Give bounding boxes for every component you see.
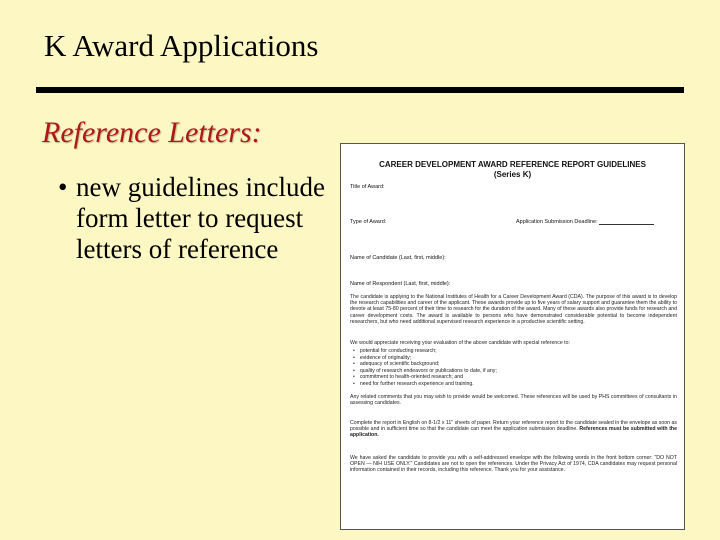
doc-paragraph-instructions [350, 420, 677, 439]
field-submission-deadline [516, 219, 654, 225]
field-candidate-name [350, 255, 446, 261]
criteria-item: • quality of research endeavors or publications to date, if any; [353, 368, 673, 375]
criteria-item: • commitment to health-oriented research; and [353, 374, 673, 381]
field-label: Name of Candidate (Last, first, middle): [350, 255, 446, 261]
bullet-icon: • [58, 172, 68, 202]
doc-paragraph-envelope: We have asked the candidate to provide you with a self-addressed envelope with the following words in the front bottom corner: "DO NOT OPEN — NIH USE ONLY." Candidates are not to open the references. Under the Privacy Act of 1974, CDA candidates may request personal information contained in their records, including this reference. Thank you for your assistance. [350, 455, 677, 474]
slide-title: K Award Applications [44, 28, 319, 63]
doc-paragraph-purpose: The candidate is applying to the National Institutes of Health for a Career Development Award (CDA). The purpose of this award is to develop the research capabilities and career of the applicant. These awards provide up to five years of salary support and guarantee them the ability to devote at least 75-80 percent of their time to research for the duration of the award. Many of these awards also provide funds for research and career development costs. The award is available to persons who have demonstrated considerable potential to become independent researchers, but who need additional supervised research experience in a productive scientific setting. [350, 294, 677, 325]
field-label: Title of Award: [350, 184, 385, 190]
subheading: Reference Letters: [42, 116, 262, 149]
field-label: Application Submission Deadline: [516, 219, 598, 225]
bullet-item [58, 172, 338, 265]
criteria-item: • potential for conducting research; [353, 348, 673, 355]
bullet-text: new guidelines include form letter to request letters of reference [76, 172, 325, 264]
title-divider [36, 87, 684, 93]
document-header-title: CAREER DEVELOPMENT AWARD REFERENCE REPORT GUIDELINES [379, 160, 646, 169]
instructions-bold-text: References must be submitted with the application. [350, 426, 677, 439]
criteria-item: • adequacy of scientific background; [353, 361, 673, 368]
field-type-of-award [350, 219, 386, 225]
bullet-list [58, 172, 338, 265]
document-header-series: (Series K) [493, 170, 532, 179]
doc-paragraph-evaluation: We would appreciate receiving your evaluation of the above candidate with special reference to: [350, 340, 570, 346]
criteria-item: • need for further research experience and training. [353, 381, 673, 388]
reference-guidelines-document [340, 143, 685, 530]
criteria-item: • evidence of originality; [353, 355, 673, 362]
field-respondent-name [350, 281, 450, 287]
blank-line [599, 224, 654, 225]
field-label: Name of Respondent (Last, first, middle): [350, 281, 451, 287]
document-header [341, 160, 684, 180]
doc-paragraph-comments: Any related comments that you may wish to provide would be welcomed. These references will be used by PHS committees of consultants in assessing candidates. [350, 394, 677, 407]
field-title-of-award [350, 184, 385, 190]
evaluation-criteria-list [353, 348, 673, 387]
field-label: Type of Award: [350, 219, 387, 225]
instructions-text: Complete the report in English on 8-1/2 x 11" sheets of paper. Return your reference report to the candidate sealed in the envelope as soon as possible and in sufficient time so that the candidate can meet the application submission deadline. [350, 420, 677, 433]
